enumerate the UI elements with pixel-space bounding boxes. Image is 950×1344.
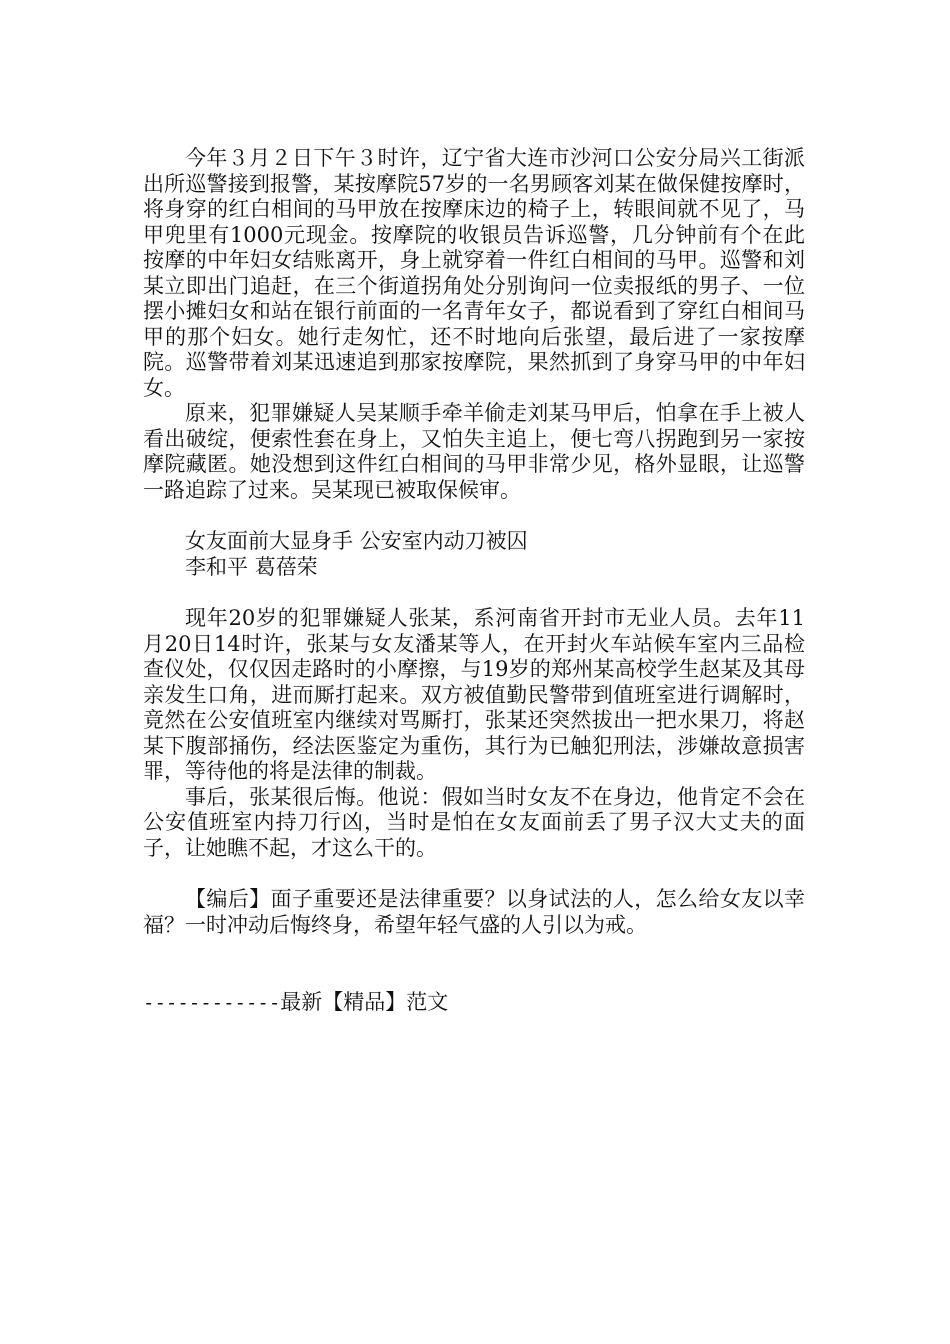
document-page: [143, 146, 805, 1017]
footer-line: [143, 990, 805, 1017]
article2-authors: 李和平 葛蓓荣: [185, 554, 318, 579]
editor-note: 【编后】面子重要还是法律重要？以身试法的人，怎么给女友以幸福？一时冲动后悔终身，希望年轻气盛的人引以为戒。: [143, 887, 805, 937]
spacer: [143, 580, 805, 606]
footer-text: 最新【精品】范文: [280, 990, 449, 1014]
article2-paragraph-1: 现年20岁的犯罪嫌疑人张某，系河南省开封市无业人员。去年11月20日14时许，张某与女友潘某等人，在开封火车站候车室内三品检查仪处，仅仅因走路时的小摩擦，与19岁的郑州某高校学生赵某及其母亲发生口角，进而厮打起来。双方被值勤民警带到值班室进行调解时，竟然在公安值班室内继续对骂厮打，张某还突然拔出一把水果刀，将赵某下腹部捅伤，经法医鉴定为重伤，其行为已触犯刑法，涉嫌故意损害罪，等待他的将是法律的制裁。: [143, 606, 805, 783]
article1-paragraph-1: 今年３月２日下午３时许，辽宁省大连市沙河口公安分局兴工街派出所巡警接到报警，某按摩院57岁的一名男顾客刘某在做保健按摩时，将身穿的红白相间的马甲放在按摩床边的椅子上，转眼间就不见了，马甲兜里有1000元现金。按摩院的收银员告诉巡警，几分钟前有个在此按摩的中年妇女结账离开，身上就穿着一件红白相间的马甲。巡警和刘某立即出门追赶，在三个街道拐角处分别询问一位卖报纸的男子、一位摆小摊妇女和站在银行前面的一名青年女子，都说看到了穿红白相间马甲的那个妇女。她行走匆忙，还不时地向后张望，最后进了一家按摩院。巡警带着刘某迅速追到那家按摩院，果然抓到了身穿马甲的中年妇女。: [143, 146, 805, 400]
article2-paragraph-2: 事后，张某很后悔。他说：假如当时女友不在身边，他肯定不会在公安值班室内持刀行凶，当时是怕在女友面前丢了男子汉大丈夫的面子，让她瞧不起，才这么干的。: [143, 784, 805, 860]
spacer: [143, 938, 805, 990]
spacer: [143, 503, 805, 529]
article2-title: 女友面前大显身手 公安室内动刀被囚: [185, 529, 528, 553]
footer-dashes: ------------: [143, 992, 281, 1014]
spacer: [143, 861, 805, 887]
article1-paragraph-2: 原来，犯罪嫌疑人吴某顺手牵羊偷走刘某马甲后，怕拿在手上被人看出破绽，便索性套在身上，又怕失主追上，便七弯八拐跑到另一家按摩院藏匿。她没想到这件红白相间的马甲非常少见，格外显眼，让巡警一路追踪了过来。吴某现已被取保候审。: [143, 401, 805, 502]
